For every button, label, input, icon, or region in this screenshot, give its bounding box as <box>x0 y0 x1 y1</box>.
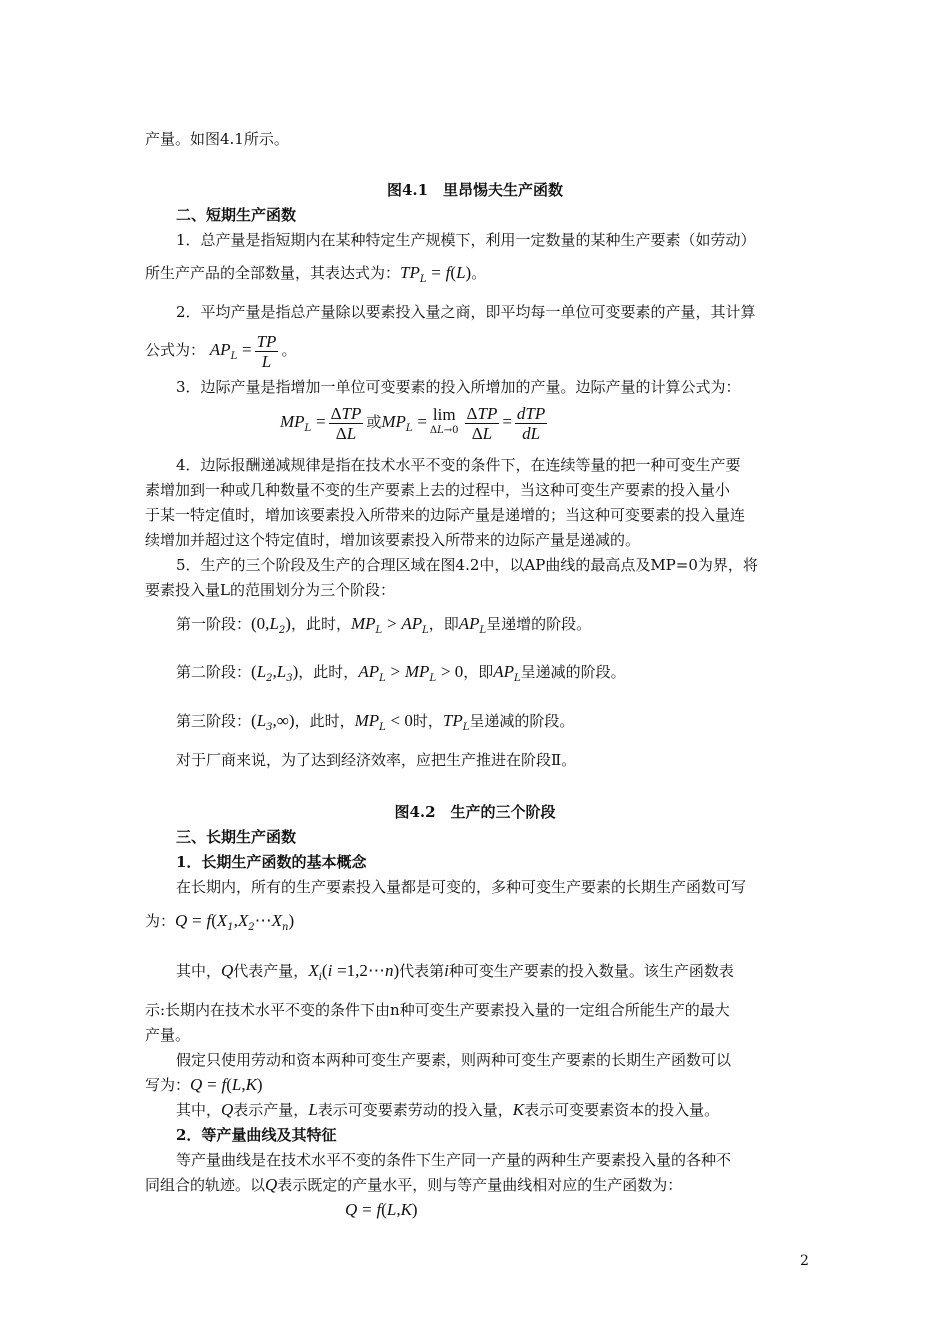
paragraph-line: 要素投入量L的范围划分为三个阶段： <box>145 581 395 599</box>
text: 第二阶段： <box>176 663 252 681</box>
text: 呈递增的阶段。 <box>486 615 592 633</box>
paragraph-line: 示:长期内在技术水平不变的条件下由n种可变生产要素投入量的一定组合所能生产的最大 <box>145 1001 730 1019</box>
text: 写为： <box>145 1076 191 1094</box>
subsection-heading: 1．长期生产函数的基本概念 <box>176 853 367 871</box>
formula-q-lk: Q = f(L,K) <box>190 1075 263 1094</box>
text: ，此时， <box>298 663 359 681</box>
paragraph-line <box>145 911 294 938</box>
paragraph-line: 2．平均产量是指总产量除以要素投入量之商，即平均每一单位可变要素的产量，其计算 <box>176 303 756 321</box>
page-number: 2 <box>800 1253 809 1269</box>
text: 为： <box>145 912 176 930</box>
formula-tp: $TP_L = f(L)$ <box>400 263 472 285</box>
paragraph-line: 等产量曲线是在技术水平不变的条件下生产同一产量的两种生产要素投入量的各种不 <box>176 1151 732 1169</box>
text: ，此时， <box>290 615 351 633</box>
section-heading: 三、长期生产函数 <box>176 828 297 846</box>
paragraph-line: 续增加并超过这个特定值时，增加该要素投入所带来的边际产量是递减的。 <box>145 531 641 549</box>
paragraph-line: 所生产产品的全部数量，其表达式为：$TP_L = f(L)$。 <box>145 263 487 285</box>
text: ，即 <box>463 663 494 681</box>
stage-two-line: 第二阶段：$(L_2,L_3)$，此时，$AP_L > MP_L > 0$，即$AP_L$呈递减的阶段。 <box>176 662 626 684</box>
text: 表示可变要素资本的投入量。 <box>524 1101 720 1119</box>
subsection-heading: 2．等产量曲线及其特征 <box>176 1126 337 1144</box>
paragraph-line: 产量。 <box>145 1026 191 1044</box>
paragraph-line: 在长期内，所有的生产要素投入量都是可变的，多种可变生产要素的长期生产函数可写 <box>176 878 747 896</box>
text: 其中， <box>176 1101 222 1119</box>
text: 种可变生产要素的投入数量。该生产函数表 <box>448 962 734 980</box>
formula-isoquant: Q = f(L,K) <box>345 1200 418 1219</box>
paragraph-line <box>145 1075 263 1095</box>
paragraph-line: 同组合的轨迹。以Q表示既定的产量水平，则与等产量曲线相对应的生产函数为： <box>145 1175 683 1194</box>
text-or: 或 <box>366 413 382 431</box>
text: 第三阶段： <box>176 712 252 730</box>
paragraph-line: 对于厂商来说，为了达到经济效率，应把生产推进在阶段Ⅱ。 <box>176 751 577 769</box>
paragraph-line <box>145 330 296 377</box>
text: 公式为： <box>145 341 206 359</box>
paragraph-line: 3．边际产量是指增加一单位可变要素的投入所增加的产量。边际产量的计算公式为： <box>176 378 741 396</box>
text: 呈递减的阶段。 <box>520 663 626 681</box>
formula-q-general: $Q = f(X_1,X_2\cdots X_n)$ <box>175 911 295 933</box>
paragraph-line: 1．总产量是指短期内在某种特定生产规模下，利用一定数量的某种生产要素（如劳动） <box>176 231 756 249</box>
paragraph-line: 于某一特定值时，增加该要素投入所带来的边际产量是递增的；当这种可变要素的投入量连 <box>145 506 746 524</box>
text: ，此时， <box>294 712 355 730</box>
paragraph-line: 其中，Q代表产量，$X_i(i$ =1,2⋯n)代表第i种可变生产要素的投入数量。该生产函数表 <box>176 961 734 983</box>
text: 代表产量， <box>233 962 309 980</box>
paragraph-line: 4．边际报酬递减规律是指在技术水平不变的条件下，在连续等量的把一种可变生产要 <box>176 456 741 474</box>
paragraph-line: 素增加到一种或几种数量不变的生产要素上去的过程中，当这种可变生产要素的投入量小 <box>145 481 731 499</box>
text: 表示既定的产量水平，则与等产量曲线相对应的生产函数为： <box>277 1176 683 1194</box>
section-heading: 二、短期生产函数 <box>176 206 297 224</box>
text: 时， <box>412 712 443 730</box>
text: 第一阶段： <box>176 615 252 633</box>
text: 同组合的轨迹。以 <box>145 1176 266 1194</box>
text-line: 产量。如图4.1所示。 <box>145 130 289 148</box>
paragraph-line: 5．生产的三个阶段及生产的合理区域在图4.2中，以AP曲线的最高点及MP=0为界，将 <box>176 556 758 574</box>
text: 表示可变要素劳动的投入量， <box>317 1101 513 1119</box>
figure-caption-4-2: 图4.2 生产的三个阶段 <box>394 803 556 821</box>
stage-one-line: 第一阶段：$(0,L_2)$，此时，$MP_L > AP_L$，即$AP_L$呈递增的阶段。 <box>176 614 592 636</box>
paragraph-line: 假定只使用劳动和资本两种可变生产要素，则两种可变生产要素的长期生产函数可以 <box>176 1051 732 1069</box>
formula-mp: $MP_L$ = $\frac{\text{ΔTP}}{\Delta L}$ 或$MP_L$ = lim ΔL→0 $\frac{\text{ΔTP}}{\Delta L}$ = $\frac{\text{dTP}}{dL}$ <box>280 403 546 443</box>
text: 表示产量， <box>233 1101 309 1119</box>
stage-three-line: 第三阶段：$(L_3,\infty)$，此时，$MP_L < 0$时，$TP_L$呈递减的阶段。 <box>176 711 575 733</box>
paragraph-line: 其中，Q表示产量，L表示可变要素劳动的投入量，K表示可变要素资本的投入量。 <box>176 1100 720 1119</box>
formula-ap: $AP_L$ = $\frac{TP}{L}$ 。 <box>209 331 297 371</box>
text: 代表第 <box>399 962 445 980</box>
figure-caption-4-1: 图4.1 里昂惕夫生产函数 <box>386 181 564 199</box>
text: ，即 <box>428 615 459 633</box>
text: 所生产产品的全部数量，其表达式为： <box>145 264 401 282</box>
text: 呈递减的阶段。 <box>469 712 575 730</box>
text: 其中， <box>176 962 222 980</box>
